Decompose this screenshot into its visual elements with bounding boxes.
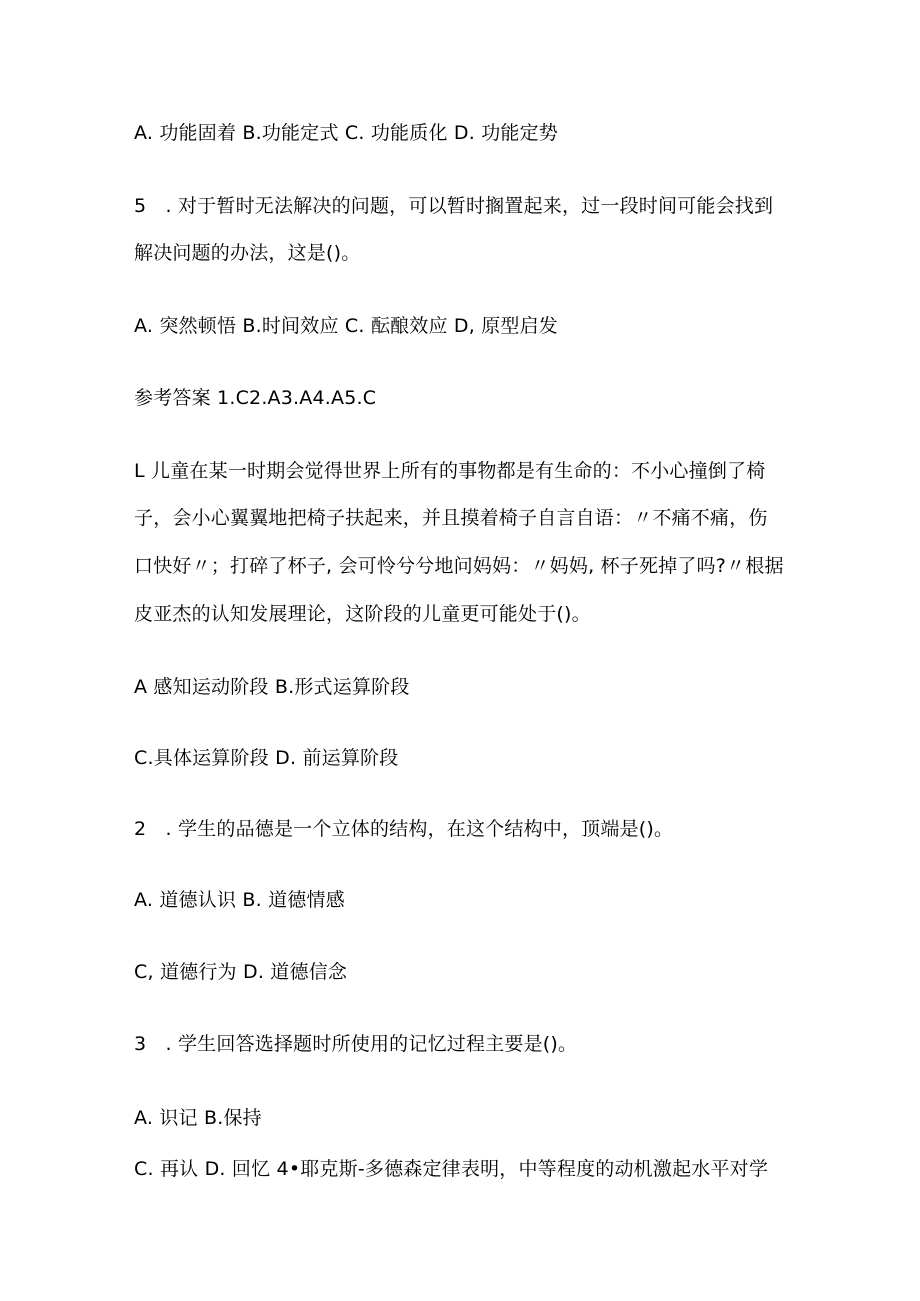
question-4-options: A. 功能固着 B.功能定式 C. 功能质化 D. 功能定势 <box>134 122 558 144</box>
question-1-stem-line-1: L 儿童在某一时期会觉得世界上所有的事物都是有生命的：不小心撞倒了椅 <box>134 460 766 482</box>
question-3-options-c-d-and-question-4-stem: C. 再认 D. 回忆 4•耶克斯-多德森定律表明，中等程度的动机激起水平对学 <box>134 1158 769 1180</box>
question-2-options-a-b: A. 道德认识 B. 道德情感 <box>134 889 345 911</box>
question-1-options-a-b: A 感知运动阶段 B.形式运算阶段 <box>134 676 410 698</box>
question-5-stem-line-2: 解决问题的办法，这是()。 <box>134 242 361 264</box>
question-2-options-c-d: C, 道德行为 D. 道德信念 <box>134 961 348 983</box>
question-3-stem: 3 . 学生回答选择题时所使用的记忆过程主要是()。 <box>134 1033 578 1055</box>
question-2-stem: 2 . 学生的品德是一个立体的结构，在这个结构中，顶端是()。 <box>134 818 674 840</box>
question-3-options-a-b: A. 识记 B.保持 <box>134 1107 262 1129</box>
question-5-options: A. 突然顿悟 B.时间效应 C. 酝酿效应 D, 原型启发 <box>134 315 558 337</box>
question-1-stem-line-2: 子，会小心翼翼地把椅子扶起来，并且摸着椅子自言自语：〃不痛不痛，伤 <box>134 507 768 529</box>
question-1-options-c-d: C.具体运算阶段 D. 前运算阶段 <box>134 747 399 769</box>
answer-key: 参考答案 1.C2.A3.A4.A5.C <box>134 387 377 409</box>
question-1-stem-line-3: 口快好〃；打碎了杯子, 会可怜兮兮地问妈妈：〃妈妈, 杯子死掉了吗?〃根据 <box>134 555 784 577</box>
question-1-stem-line-4: 皮亚杰的认知发展理论，这阶段的儿童更可能处于()。 <box>134 603 591 625</box>
question-5-stem-line-1: 5 . 对于暂时无法解决的问题，可以暂时搁置起来，过一段时间可能会找到 <box>134 195 774 217</box>
